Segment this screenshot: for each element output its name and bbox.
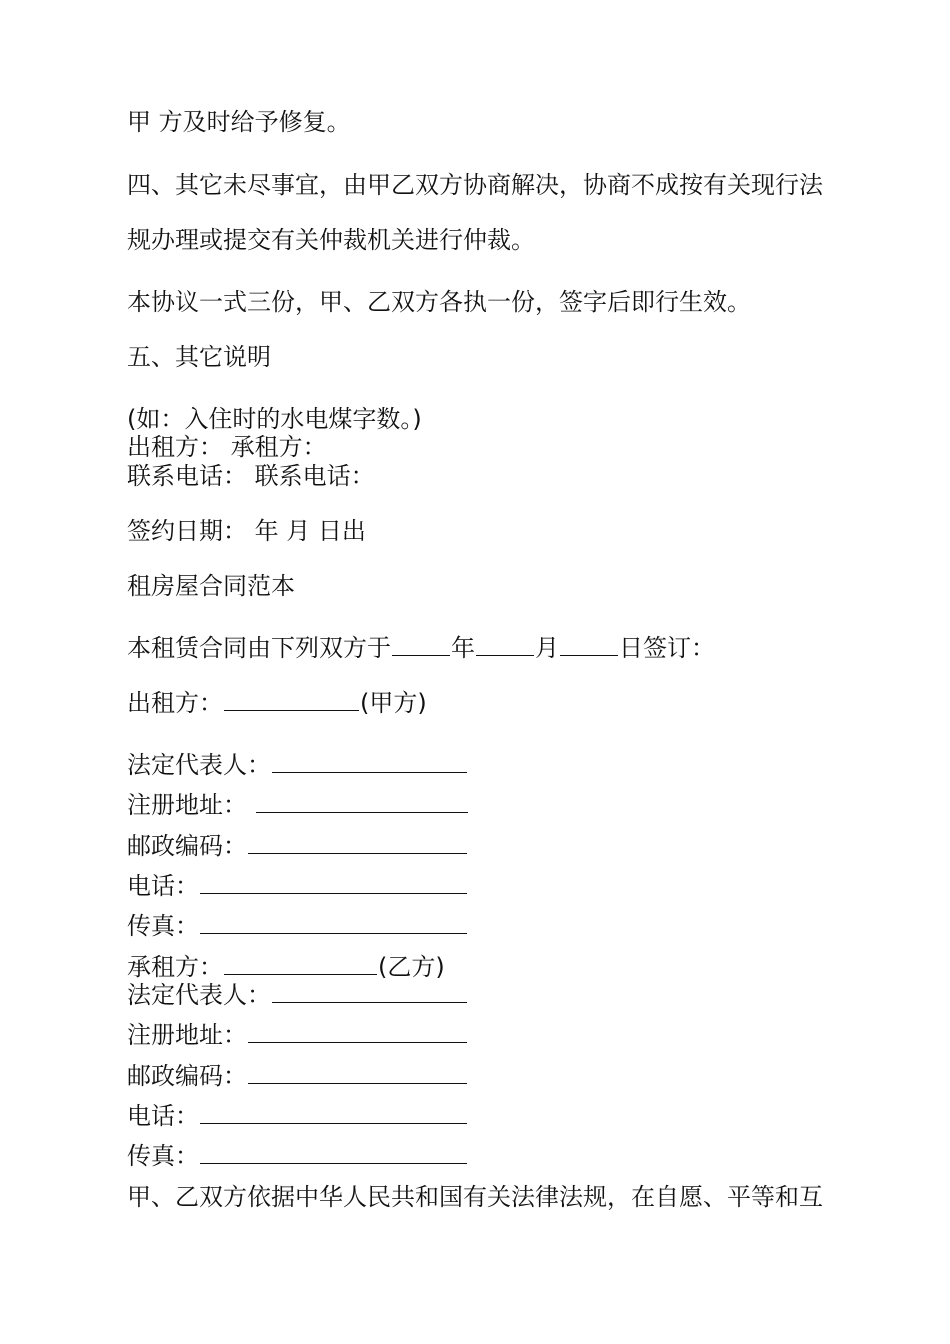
- intro-prefix: 本租赁合同由下列双方于: [127, 634, 391, 662]
- closing-paragraph: 甲、乙双方依据中华人民共和国有关法律法规，在自愿、平等和互: [127, 1183, 823, 1211]
- lessor-field-rep: [127, 750, 468, 780]
- clause-4-line-2: 规办理或提交有关仲裁机关进行仲裁。: [127, 226, 535, 254]
- lessor-field-address: [127, 790, 469, 820]
- lessor-blank[interactable]: [224, 688, 359, 711]
- field-blank[interactable]: [248, 1061, 467, 1084]
- day-blank[interactable]: [560, 633, 618, 656]
- paragraph-repair: 甲 方及时给予修复。: [127, 108, 351, 136]
- lessee-field-phone: [127, 1101, 468, 1131]
- note-text: (如：入住时的水电煤字数。): [127, 405, 422, 433]
- intro-day-suffix: 日签订：: [619, 634, 715, 662]
- field-blank[interactable]: [272, 980, 467, 1003]
- clause-4-line-1: 四、其它未尽事宜，由甲乙双方协商解决，协商不成按有关现行法: [127, 171, 823, 199]
- field-label: 法定代表人：: [127, 751, 271, 779]
- parties-line: 出租方： 承租方：: [127, 433, 327, 461]
- lessee-field-postcode: [127, 1061, 468, 1091]
- lessee-role: (乙方): [378, 953, 445, 981]
- lessor-line: [127, 688, 427, 718]
- field-label: 邮政编码：: [127, 1062, 247, 1090]
- year-blank[interactable]: [392, 633, 450, 656]
- field-blank[interactable]: [200, 871, 467, 894]
- lessor-label: 出租方：: [127, 689, 223, 717]
- field-label: 法定代表人：: [127, 981, 271, 1009]
- field-label: 注册地址：: [127, 791, 247, 819]
- field-blank[interactable]: [256, 790, 468, 813]
- field-label: 邮政编码：: [127, 832, 247, 860]
- field-blank[interactable]: [248, 1020, 467, 1043]
- clause-5-heading: 五、其它说明: [127, 343, 271, 371]
- month-blank[interactable]: [476, 633, 534, 656]
- field-blank[interactable]: [272, 750, 467, 773]
- lessee-field-fax: [127, 1141, 468, 1171]
- intro-year: 年: [451, 634, 475, 662]
- field-blank[interactable]: [248, 831, 467, 854]
- field-blank[interactable]: [200, 1141, 467, 1164]
- lessee-field-address: [127, 1020, 468, 1050]
- lessor-role: (甲方): [360, 689, 427, 717]
- lessor-field-postcode: [127, 831, 468, 861]
- lessee-line: [127, 952, 445, 982]
- contract-title: 租房屋合同范本: [127, 572, 295, 600]
- field-blank[interactable]: [200, 1101, 467, 1124]
- field-label: 传真：: [127, 1142, 199, 1170]
- lessee-field-rep: [127, 980, 468, 1010]
- intro-line: [127, 633, 715, 663]
- field-label: 注册地址：: [127, 1021, 247, 1049]
- field-blank[interactable]: [200, 911, 467, 934]
- intro-month: 月: [535, 634, 559, 662]
- field-label: 传真：: [127, 912, 199, 940]
- sign-date: 签约日期： 年 月 日出: [127, 517, 366, 545]
- lessee-label: 承租方：: [127, 953, 223, 981]
- field-label: 电话：: [127, 1102, 199, 1130]
- lessee-blank[interactable]: [224, 952, 377, 975]
- copies-statement: 本协议一式三份，甲、乙双方各执一份，签字后即行生效。: [127, 288, 751, 316]
- phones-line: 联系电话： 联系电话：: [127, 462, 375, 490]
- field-label: 电话：: [127, 872, 199, 900]
- lessor-field-fax: [127, 911, 468, 941]
- lessor-field-phone: [127, 871, 468, 901]
